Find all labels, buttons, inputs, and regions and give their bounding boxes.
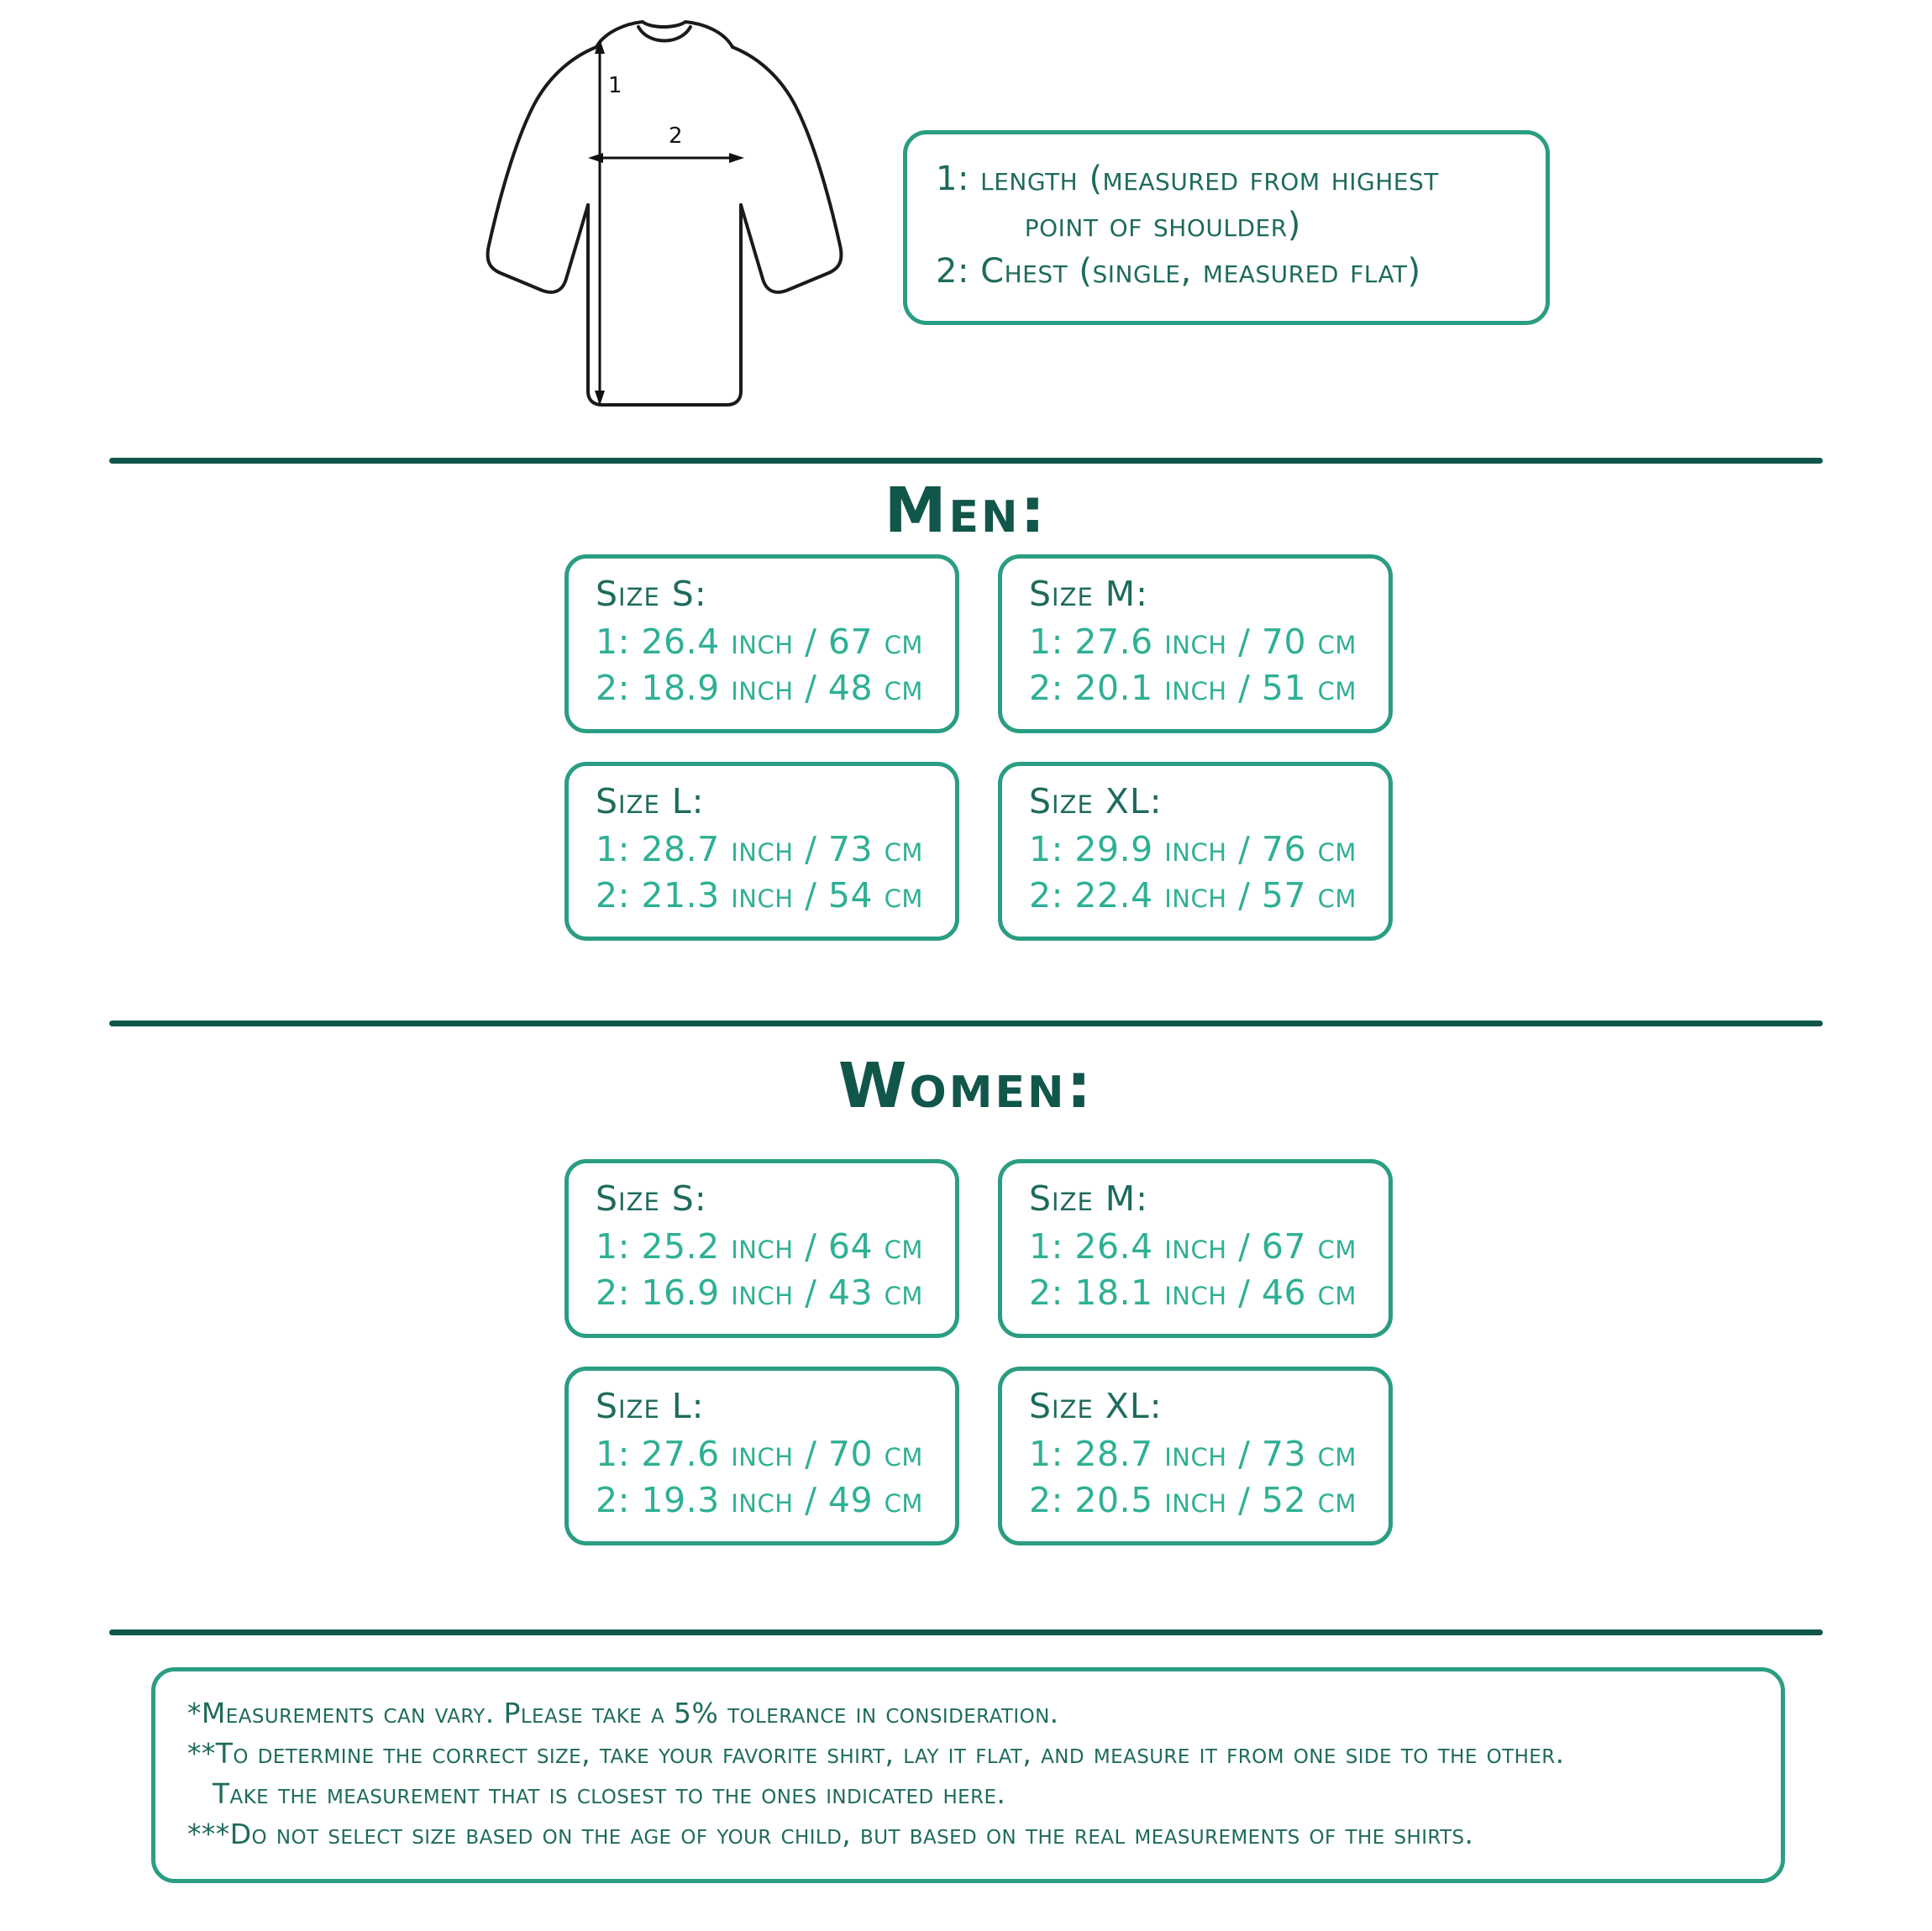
size-card-women-m <box>998 1159 1393 1338</box>
marker-chest-label: 2 <box>669 123 683 149</box>
size-card-chest: 2: 20.1 inch / 51 cm <box>1029 667 1357 708</box>
size-card-chest: 2: 21.3 inch / 54 cm <box>596 874 923 916</box>
divider-bottom <box>109 1629 1823 1635</box>
size-card-chest: 2: 18.9 inch / 48 cm <box>596 667 923 708</box>
size-card-chest: 2: 16.9 inch / 43 cm <box>596 1272 923 1313</box>
size-card-women-xl <box>998 1367 1393 1545</box>
shirt-diagram <box>470 17 857 428</box>
legend-chest-line: 2: Chest (single, measured flat) <box>936 252 1421 291</box>
size-card-title: Size XL: <box>1029 1386 1163 1427</box>
size-card-chest: 2: 19.3 inch / 49 cm <box>596 1479 923 1520</box>
notes-box <box>151 1667 1785 1883</box>
size-card-title: Size M: <box>1029 574 1148 614</box>
size-card-title: Size S: <box>596 574 707 614</box>
size-card-length: 1: 26.4 inch / 67 cm <box>596 622 923 662</box>
card-row <box>564 1159 1404 1338</box>
size-card-length: 1: 28.7 inch / 73 cm <box>1029 1434 1357 1475</box>
size-card-length: 1: 26.4 inch / 67 cm <box>1029 1226 1357 1267</box>
divider-middle <box>109 1021 1823 1026</box>
legend-box <box>903 130 1550 325</box>
section-title-women: Women: <box>837 1050 1095 1122</box>
legend-length-line-cont: point of shoulder) <box>936 206 1301 245</box>
size-card-men-l <box>564 762 959 941</box>
size-card-chest: 2: 18.1 inch / 46 cm <box>1029 1272 1357 1313</box>
size-card-title: Size S: <box>596 1178 707 1219</box>
size-card-length: 1: 27.6 inch / 70 cm <box>1029 622 1357 662</box>
card-row <box>564 1367 1404 1545</box>
size-card-length: 1: 27.6 inch / 70 cm <box>596 1434 923 1475</box>
note-age-warning: ***Do not select size based on the age of your child, but based on the real measurements of the shirts. <box>187 1817 1474 1850</box>
size-card-title: Size L: <box>596 781 705 822</box>
size-card-title: Size XL: <box>1029 781 1163 822</box>
note-measure-method: **To determine the correct size, take your favorite shirt, lay it flat, and measure it from one side to the other. <box>187 1736 1565 1770</box>
men-size-cards <box>564 554 1404 969</box>
size-card-title: Size L: <box>596 1386 705 1427</box>
size-card-length: 1: 28.7 inch / 73 cm <box>596 829 923 870</box>
legend-length-line: 1: length (measured from highest <box>936 160 1439 198</box>
size-card-women-l <box>564 1367 959 1545</box>
size-card-length: 1: 29.9 inch / 76 cm <box>1029 829 1357 870</box>
size-card-men-xl <box>998 762 1393 941</box>
size-card-chest: 2: 20.5 inch / 52 cm <box>1029 1479 1357 1520</box>
size-card-women-s <box>564 1159 959 1338</box>
divider-top <box>109 458 1823 464</box>
size-card-men-m <box>998 554 1393 733</box>
card-row <box>564 554 1404 733</box>
top-illustration-block <box>0 0 1932 445</box>
marker-length-label: 1 <box>608 73 622 98</box>
women-size-cards <box>564 1159 1404 1574</box>
size-card-length: 1: 25.2 inch / 64 cm <box>596 1226 923 1267</box>
size-card-chest: 2: 22.4 inch / 57 cm <box>1029 874 1357 916</box>
shirt-outline-icon <box>470 17 857 428</box>
size-card-title: Size M: <box>1029 1178 1148 1219</box>
card-row <box>564 762 1404 941</box>
size-card-men-s <box>564 554 959 733</box>
note-tolerance: *Measurements can vary. Please take a 5% tolerance in consideration. <box>187 1697 1059 1729</box>
note-measure-method-cont: Take the measurement that is closest to the ones indicated here. <box>213 1776 1006 1810</box>
section-title-men: Men: <box>884 475 1048 547</box>
